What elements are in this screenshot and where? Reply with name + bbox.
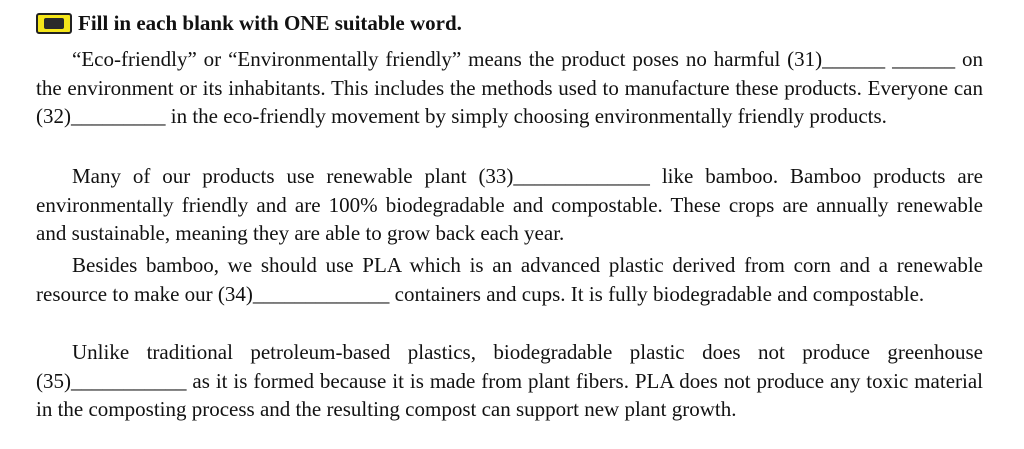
exercise-heading	[36, 8, 462, 38]
highlight-marker-icon	[36, 13, 72, 34]
paragraph-4: Unlike traditional petroleum-based plastics, biodegradable plastic does not produce greenhouse (35)___________ as it is formed because it is made from plant fibers. PLA does not produce any toxic material in the composting process and the resulting compost can support new plant growth.	[36, 340, 983, 421]
paragraph-3: Besides bamboo, we should use PLA which is an advanced plastic derived from corn and a renewable resource to make our (34)_____________ containers and cups. It is fully biodegradable and compostable.	[36, 253, 983, 306]
paragraph-1: “Eco-friendly” or “Environmentally friendly” means the product poses no harmful (31)______ ______ on the environment or its inhabitants. This includes the methods used to manufacture these products. Everyone can (32)_________ in the eco-friendly movement by simply choosing environmentally friendly products.	[36, 47, 983, 128]
paragraph-2: Many of our products use renewable plant (33)_____________ like bamboo. Bamboo products are environmentally friendly and are 100% biodegradable and compostable. These crops are annually renewable and sustainable, meaning they are able to grow back each year.	[36, 164, 983, 245]
heading-text: Fill in each blank with ONE suitable word.	[78, 10, 462, 35]
